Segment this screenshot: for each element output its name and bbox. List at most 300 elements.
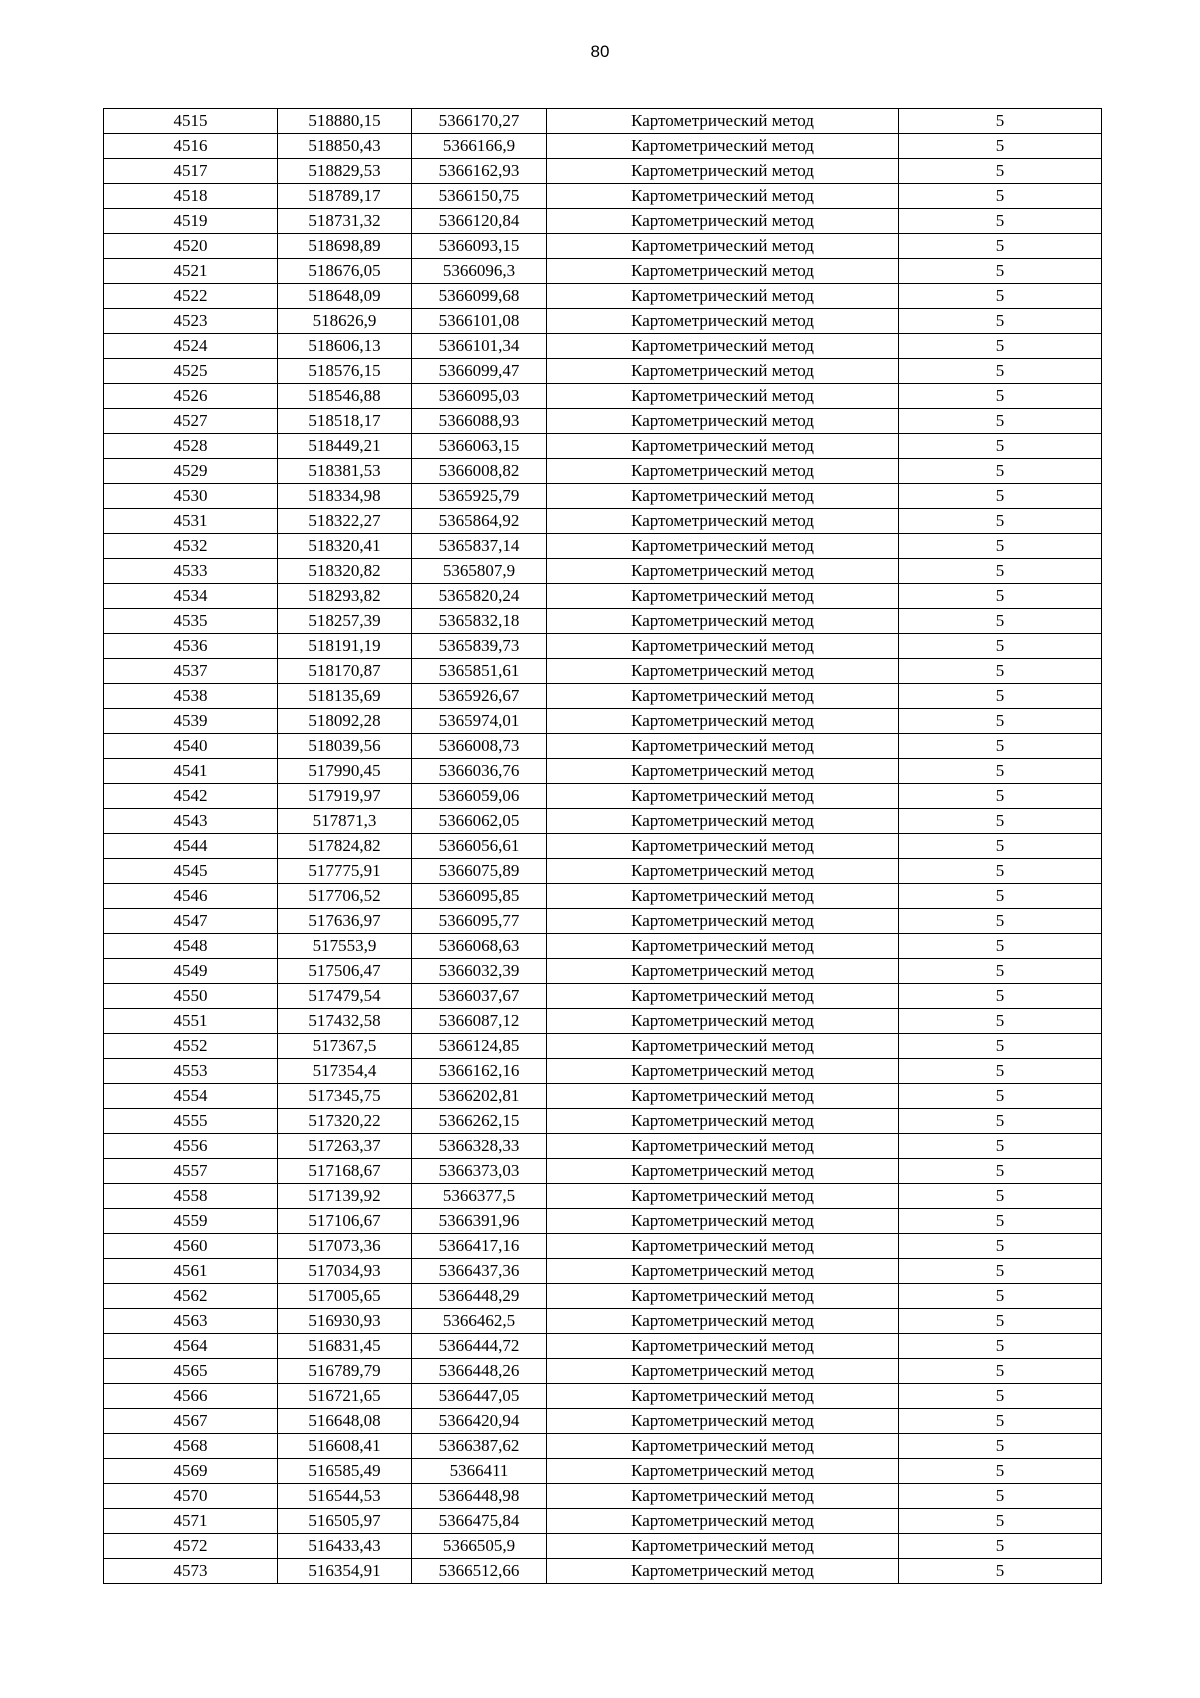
point-number-cell: 4542	[104, 784, 278, 809]
x-coordinate-cell: 518648,09	[278, 284, 412, 309]
accuracy-cell: 5	[899, 134, 1102, 159]
x-coordinate-cell: 518789,17	[278, 184, 412, 209]
table-row	[104, 609, 1102, 634]
method-cell: Картометрический метод	[547, 359, 899, 384]
method-cell: Картометрический метод	[547, 584, 899, 609]
y-coordinate-cell: 5366008,82	[412, 459, 547, 484]
method-cell: Картометрический метод	[547, 1234, 899, 1259]
y-coordinate-cell: 5366444,72	[412, 1334, 547, 1359]
x-coordinate-cell: 516608,41	[278, 1434, 412, 1459]
x-coordinate-cell: 518626,9	[278, 309, 412, 334]
method-cell: Картометрический метод	[547, 259, 899, 284]
point-number-cell: 4573	[104, 1559, 278, 1584]
accuracy-cell: 5	[899, 284, 1102, 309]
accuracy-cell: 5	[899, 259, 1102, 284]
x-coordinate-cell: 518880,15	[278, 109, 412, 134]
y-coordinate-cell: 5366120,84	[412, 209, 547, 234]
method-cell: Картометрический метод	[547, 1384, 899, 1409]
y-coordinate-cell: 5366032,39	[412, 959, 547, 984]
point-number-cell: 4537	[104, 659, 278, 684]
x-coordinate-cell: 518606,13	[278, 334, 412, 359]
method-cell: Картометрический метод	[547, 734, 899, 759]
point-number-cell: 4556	[104, 1134, 278, 1159]
accuracy-cell: 5	[899, 1209, 1102, 1234]
point-number-cell: 4551	[104, 1009, 278, 1034]
y-coordinate-cell: 5366373,03	[412, 1159, 547, 1184]
accuracy-cell: 5	[899, 984, 1102, 1009]
method-cell: Картометрический метод	[547, 834, 899, 859]
x-coordinate-cell: 517824,82	[278, 834, 412, 859]
y-coordinate-cell: 5366387,62	[412, 1434, 547, 1459]
y-coordinate-cell: 5365807,9	[412, 559, 547, 584]
accuracy-cell: 5	[899, 1559, 1102, 1584]
y-coordinate-cell: 5366037,67	[412, 984, 547, 1009]
method-cell: Картометрический метод	[547, 334, 899, 359]
page-number: 80	[590, 42, 610, 61]
table-row	[104, 459, 1102, 484]
y-coordinate-cell: 5366068,63	[412, 934, 547, 959]
accuracy-cell: 5	[899, 534, 1102, 559]
table-row	[104, 934, 1102, 959]
point-number-cell: 4549	[104, 959, 278, 984]
table-row	[104, 584, 1102, 609]
x-coordinate-cell: 517506,47	[278, 959, 412, 984]
accuracy-cell: 5	[899, 1159, 1102, 1184]
table-row	[104, 884, 1102, 909]
table-row	[104, 959, 1102, 984]
y-coordinate-cell: 5365839,73	[412, 634, 547, 659]
method-cell: Картометрический метод	[547, 1534, 899, 1559]
table-row	[104, 1359, 1102, 1384]
y-coordinate-cell: 5365974,01	[412, 709, 547, 734]
table-row	[104, 259, 1102, 284]
x-coordinate-cell: 516544,53	[278, 1484, 412, 1509]
method-cell: Картометрический метод	[547, 1184, 899, 1209]
table-row	[104, 434, 1102, 459]
accuracy-cell: 5	[899, 709, 1102, 734]
table-row	[104, 784, 1102, 809]
accuracy-cell: 5	[899, 634, 1102, 659]
y-coordinate-cell: 5366328,33	[412, 1134, 547, 1159]
accuracy-cell: 5	[899, 1059, 1102, 1084]
point-number-cell: 4515	[104, 109, 278, 134]
point-number-cell: 4517	[104, 159, 278, 184]
point-number-cell: 4571	[104, 1509, 278, 1534]
table-row	[104, 1034, 1102, 1059]
y-coordinate-cell: 5366008,73	[412, 734, 547, 759]
y-coordinate-cell: 5365820,24	[412, 584, 547, 609]
method-cell: Картометрический метод	[547, 809, 899, 834]
accuracy-cell: 5	[899, 309, 1102, 334]
table-row	[104, 1284, 1102, 1309]
x-coordinate-cell: 518449,21	[278, 434, 412, 459]
accuracy-cell: 5	[899, 509, 1102, 534]
accuracy-cell: 5	[899, 1359, 1102, 1384]
method-cell: Картометрический метод	[547, 884, 899, 909]
point-number-cell: 4554	[104, 1084, 278, 1109]
point-number-cell: 4555	[104, 1109, 278, 1134]
point-number-cell: 4533	[104, 559, 278, 584]
method-cell: Картометрический метод	[547, 659, 899, 684]
y-coordinate-cell: 5366166,9	[412, 134, 547, 159]
table-row	[104, 209, 1102, 234]
method-cell: Картометрический метод	[547, 709, 899, 734]
y-coordinate-cell: 5365837,14	[412, 534, 547, 559]
point-number-cell: 4561	[104, 1259, 278, 1284]
method-cell: Картометрический метод	[547, 784, 899, 809]
y-coordinate-cell: 5366075,89	[412, 859, 547, 884]
x-coordinate-cell: 516721,65	[278, 1384, 412, 1409]
y-coordinate-cell: 5366150,75	[412, 184, 547, 209]
point-number-cell: 4540	[104, 734, 278, 759]
y-coordinate-cell: 5366056,61	[412, 834, 547, 859]
method-cell: Картометрический метод	[547, 459, 899, 484]
point-number-cell: 4550	[104, 984, 278, 1009]
y-coordinate-cell: 5366411	[412, 1459, 547, 1484]
accuracy-cell: 5	[899, 484, 1102, 509]
point-number-cell: 4558	[104, 1184, 278, 1209]
method-cell: Картометрический метод	[547, 759, 899, 784]
x-coordinate-cell: 517990,45	[278, 759, 412, 784]
method-cell: Картометрический метод	[547, 1109, 899, 1134]
method-cell: Картометрический метод	[547, 1009, 899, 1034]
y-coordinate-cell: 5366475,84	[412, 1509, 547, 1534]
accuracy-cell: 5	[899, 1534, 1102, 1559]
x-coordinate-cell: 517636,97	[278, 909, 412, 934]
method-cell: Картометрический метод	[547, 1484, 899, 1509]
point-number-cell: 4536	[104, 634, 278, 659]
accuracy-cell: 5	[899, 1284, 1102, 1309]
point-number-cell: 4530	[104, 484, 278, 509]
point-number-cell: 4569	[104, 1459, 278, 1484]
y-coordinate-cell: 5366095,85	[412, 884, 547, 909]
method-cell: Картометрический метод	[547, 1509, 899, 1534]
table-row	[104, 559, 1102, 584]
accuracy-cell: 5	[899, 159, 1102, 184]
x-coordinate-cell: 517553,9	[278, 934, 412, 959]
point-number-cell: 4562	[104, 1284, 278, 1309]
point-number-cell: 4541	[104, 759, 278, 784]
table-row	[104, 1234, 1102, 1259]
method-cell: Картометрический метод	[547, 1034, 899, 1059]
accuracy-cell: 5	[899, 859, 1102, 884]
x-coordinate-cell: 517354,4	[278, 1059, 412, 1084]
accuracy-cell: 5	[899, 1134, 1102, 1159]
point-number-cell: 4527	[104, 409, 278, 434]
method-cell: Картометрический метод	[547, 534, 899, 559]
y-coordinate-cell: 5366099,47	[412, 359, 547, 384]
point-number-cell: 4564	[104, 1334, 278, 1359]
point-number-cell: 4535	[104, 609, 278, 634]
table-row	[104, 1134, 1102, 1159]
point-number-cell: 4565	[104, 1359, 278, 1384]
point-number-cell: 4524	[104, 334, 278, 359]
x-coordinate-cell: 518698,89	[278, 234, 412, 259]
method-cell: Картометрический метод	[547, 959, 899, 984]
accuracy-cell: 5	[899, 109, 1102, 134]
y-coordinate-cell: 5366462,5	[412, 1309, 547, 1334]
method-cell: Картометрический метод	[547, 609, 899, 634]
table-row	[104, 159, 1102, 184]
x-coordinate-cell: 518320,41	[278, 534, 412, 559]
point-number-cell: 4567	[104, 1409, 278, 1434]
x-coordinate-cell: 518039,56	[278, 734, 412, 759]
x-coordinate-cell: 516930,93	[278, 1309, 412, 1334]
x-coordinate-cell: 517073,36	[278, 1234, 412, 1259]
accuracy-cell: 5	[899, 734, 1102, 759]
x-coordinate-cell: 517871,3	[278, 809, 412, 834]
accuracy-cell: 5	[899, 959, 1102, 984]
accuracy-cell: 5	[899, 809, 1102, 834]
method-cell: Картометрический метод	[547, 1059, 899, 1084]
accuracy-cell: 5	[899, 1509, 1102, 1534]
table-row	[104, 1259, 1102, 1284]
x-coordinate-cell: 516505,97	[278, 1509, 412, 1534]
accuracy-cell: 5	[899, 934, 1102, 959]
table-row	[104, 684, 1102, 709]
point-number-cell: 4519	[104, 209, 278, 234]
method-cell: Картометрический метод	[547, 984, 899, 1009]
accuracy-cell: 5	[899, 1009, 1102, 1034]
table-row	[104, 1434, 1102, 1459]
point-number-cell: 4525	[104, 359, 278, 384]
point-number-cell: 4543	[104, 809, 278, 834]
table-row	[104, 334, 1102, 359]
point-number-cell: 4522	[104, 284, 278, 309]
y-coordinate-cell: 5366417,16	[412, 1234, 547, 1259]
point-number-cell: 4568	[104, 1434, 278, 1459]
point-number-cell: 4516	[104, 134, 278, 159]
method-cell: Картометрический метод	[547, 1559, 899, 1584]
method-cell: Картометрический метод	[547, 409, 899, 434]
x-coordinate-cell: 517106,67	[278, 1209, 412, 1234]
point-number-cell: 4566	[104, 1384, 278, 1409]
method-cell: Картометрический метод	[547, 184, 899, 209]
accuracy-cell: 5	[899, 834, 1102, 859]
method-cell: Картометрический метод	[547, 309, 899, 334]
method-cell: Картометрический метод	[547, 509, 899, 534]
accuracy-cell: 5	[899, 1084, 1102, 1109]
table-row	[104, 1484, 1102, 1509]
method-cell: Картометрический метод	[547, 859, 899, 884]
y-coordinate-cell: 5366170,27	[412, 109, 547, 134]
accuracy-cell: 5	[899, 209, 1102, 234]
y-coordinate-cell: 5366088,93	[412, 409, 547, 434]
x-coordinate-cell: 517263,37	[278, 1134, 412, 1159]
table-row	[104, 309, 1102, 334]
x-coordinate-cell: 518518,17	[278, 409, 412, 434]
table-row	[104, 809, 1102, 834]
y-coordinate-cell: 5366101,34	[412, 334, 547, 359]
table-row	[104, 359, 1102, 384]
method-cell: Картометрический метод	[547, 1259, 899, 1284]
table-row	[104, 234, 1102, 259]
x-coordinate-cell: 518731,32	[278, 209, 412, 234]
accuracy-cell: 5	[899, 1434, 1102, 1459]
y-coordinate-cell: 5366262,15	[412, 1109, 547, 1134]
y-coordinate-cell: 5366059,06	[412, 784, 547, 809]
accuracy-cell: 5	[899, 1484, 1102, 1509]
point-number-cell: 4545	[104, 859, 278, 884]
accuracy-cell: 5	[899, 459, 1102, 484]
y-coordinate-cell: 5366063,15	[412, 434, 547, 459]
accuracy-cell: 5	[899, 334, 1102, 359]
accuracy-cell: 5	[899, 1109, 1102, 1134]
x-coordinate-cell: 518170,87	[278, 659, 412, 684]
table-row	[104, 1059, 1102, 1084]
accuracy-cell: 5	[899, 234, 1102, 259]
method-cell: Картометрический метод	[547, 109, 899, 134]
x-coordinate-cell: 517706,52	[278, 884, 412, 909]
table-row	[104, 634, 1102, 659]
y-coordinate-cell: 5366437,36	[412, 1259, 547, 1284]
accuracy-cell: 5	[899, 684, 1102, 709]
table-row	[104, 834, 1102, 859]
table-row	[104, 1384, 1102, 1409]
y-coordinate-cell: 5365851,61	[412, 659, 547, 684]
accuracy-cell: 5	[899, 1409, 1102, 1434]
accuracy-cell: 5	[899, 1384, 1102, 1409]
method-cell: Картометрический метод	[547, 484, 899, 509]
table-row	[104, 1159, 1102, 1184]
table-row	[104, 1209, 1102, 1234]
table-row	[104, 184, 1102, 209]
accuracy-cell: 5	[899, 1309, 1102, 1334]
point-number-cell: 4531	[104, 509, 278, 534]
accuracy-cell: 5	[899, 559, 1102, 584]
accuracy-cell: 5	[899, 909, 1102, 934]
x-coordinate-cell: 518320,82	[278, 559, 412, 584]
accuracy-cell: 5	[899, 609, 1102, 634]
point-number-cell: 4553	[104, 1059, 278, 1084]
x-coordinate-cell: 516433,43	[278, 1534, 412, 1559]
x-coordinate-cell: 517367,5	[278, 1034, 412, 1059]
point-number-cell: 4570	[104, 1484, 278, 1509]
table-row	[104, 1334, 1102, 1359]
x-coordinate-cell: 516585,49	[278, 1459, 412, 1484]
table-row	[104, 1109, 1102, 1134]
table-row	[104, 1409, 1102, 1434]
point-number-cell: 4547	[104, 909, 278, 934]
table-row	[104, 1459, 1102, 1484]
coordinates-table	[103, 108, 1102, 1584]
y-coordinate-cell: 5366095,77	[412, 909, 547, 934]
table-row	[104, 1309, 1102, 1334]
method-cell: Картометрический метод	[547, 1309, 899, 1334]
table-row	[104, 734, 1102, 759]
method-cell: Картометрический метод	[547, 909, 899, 934]
accuracy-cell: 5	[899, 384, 1102, 409]
table-row	[104, 1084, 1102, 1109]
y-coordinate-cell: 5366099,68	[412, 284, 547, 309]
method-cell: Картометрический метод	[547, 159, 899, 184]
x-coordinate-cell: 518546,88	[278, 384, 412, 409]
y-coordinate-cell: 5366093,15	[412, 234, 547, 259]
point-number-cell: 4539	[104, 709, 278, 734]
y-coordinate-cell: 5366448,26	[412, 1359, 547, 1384]
x-coordinate-cell: 518135,69	[278, 684, 412, 709]
point-number-cell: 4548	[104, 934, 278, 959]
x-coordinate-cell: 516789,79	[278, 1359, 412, 1384]
x-coordinate-cell: 517345,75	[278, 1084, 412, 1109]
accuracy-cell: 5	[899, 1234, 1102, 1259]
table-row	[104, 759, 1102, 784]
y-coordinate-cell: 5366124,85	[412, 1034, 547, 1059]
x-coordinate-cell: 516354,91	[278, 1559, 412, 1584]
method-cell: Картометрический метод	[547, 1409, 899, 1434]
y-coordinate-cell: 5366202,81	[412, 1084, 547, 1109]
point-number-cell: 4518	[104, 184, 278, 209]
point-number-cell: 4557	[104, 1159, 278, 1184]
table-row	[104, 484, 1102, 509]
point-number-cell: 4521	[104, 259, 278, 284]
y-coordinate-cell: 5366512,66	[412, 1559, 547, 1584]
x-coordinate-cell: 518334,98	[278, 484, 412, 509]
point-number-cell: 4559	[104, 1209, 278, 1234]
point-number-cell: 4544	[104, 834, 278, 859]
table-row	[104, 1184, 1102, 1209]
x-coordinate-cell: 518850,43	[278, 134, 412, 159]
y-coordinate-cell: 5365925,79	[412, 484, 547, 509]
method-cell: Картометрический метод	[547, 1209, 899, 1234]
point-number-cell: 4572	[104, 1534, 278, 1559]
x-coordinate-cell: 517320,22	[278, 1109, 412, 1134]
method-cell: Картометрический метод	[547, 434, 899, 459]
y-coordinate-cell: 5366448,98	[412, 1484, 547, 1509]
x-coordinate-cell: 518381,53	[278, 459, 412, 484]
accuracy-cell: 5	[899, 884, 1102, 909]
method-cell: Картометрический метод	[547, 1284, 899, 1309]
method-cell: Картометрический метод	[547, 684, 899, 709]
table-row	[104, 1534, 1102, 1559]
x-coordinate-cell: 517919,97	[278, 784, 412, 809]
y-coordinate-cell: 5366062,05	[412, 809, 547, 834]
coordinates-table-body	[104, 109, 1102, 1584]
y-coordinate-cell: 5366162,93	[412, 159, 547, 184]
table-row	[104, 534, 1102, 559]
point-number-cell: 4529	[104, 459, 278, 484]
accuracy-cell: 5	[899, 1459, 1102, 1484]
point-number-cell: 4563	[104, 1309, 278, 1334]
accuracy-cell: 5	[899, 409, 1102, 434]
y-coordinate-cell: 5365832,18	[412, 609, 547, 634]
y-coordinate-cell: 5366391,96	[412, 1209, 547, 1234]
accuracy-cell: 5	[899, 359, 1102, 384]
point-number-cell: 4560	[104, 1234, 278, 1259]
table-row	[104, 659, 1102, 684]
table-row	[104, 709, 1102, 734]
method-cell: Картометрический метод	[547, 1159, 899, 1184]
accuracy-cell: 5	[899, 584, 1102, 609]
accuracy-cell: 5	[899, 659, 1102, 684]
method-cell: Картометрический метод	[547, 284, 899, 309]
y-coordinate-cell: 5366447,05	[412, 1384, 547, 1409]
table-row	[104, 384, 1102, 409]
x-coordinate-cell: 518829,53	[278, 159, 412, 184]
y-coordinate-cell: 5366101,08	[412, 309, 547, 334]
x-coordinate-cell: 517005,65	[278, 1284, 412, 1309]
table-row	[104, 859, 1102, 884]
accuracy-cell: 5	[899, 184, 1102, 209]
x-coordinate-cell: 517479,54	[278, 984, 412, 1009]
table-row	[104, 909, 1102, 934]
point-number-cell: 4538	[104, 684, 278, 709]
table-row	[104, 1009, 1102, 1034]
point-number-cell: 4532	[104, 534, 278, 559]
method-cell: Картометрический метод	[547, 384, 899, 409]
y-coordinate-cell: 5366087,12	[412, 1009, 547, 1034]
point-number-cell: 4546	[104, 884, 278, 909]
